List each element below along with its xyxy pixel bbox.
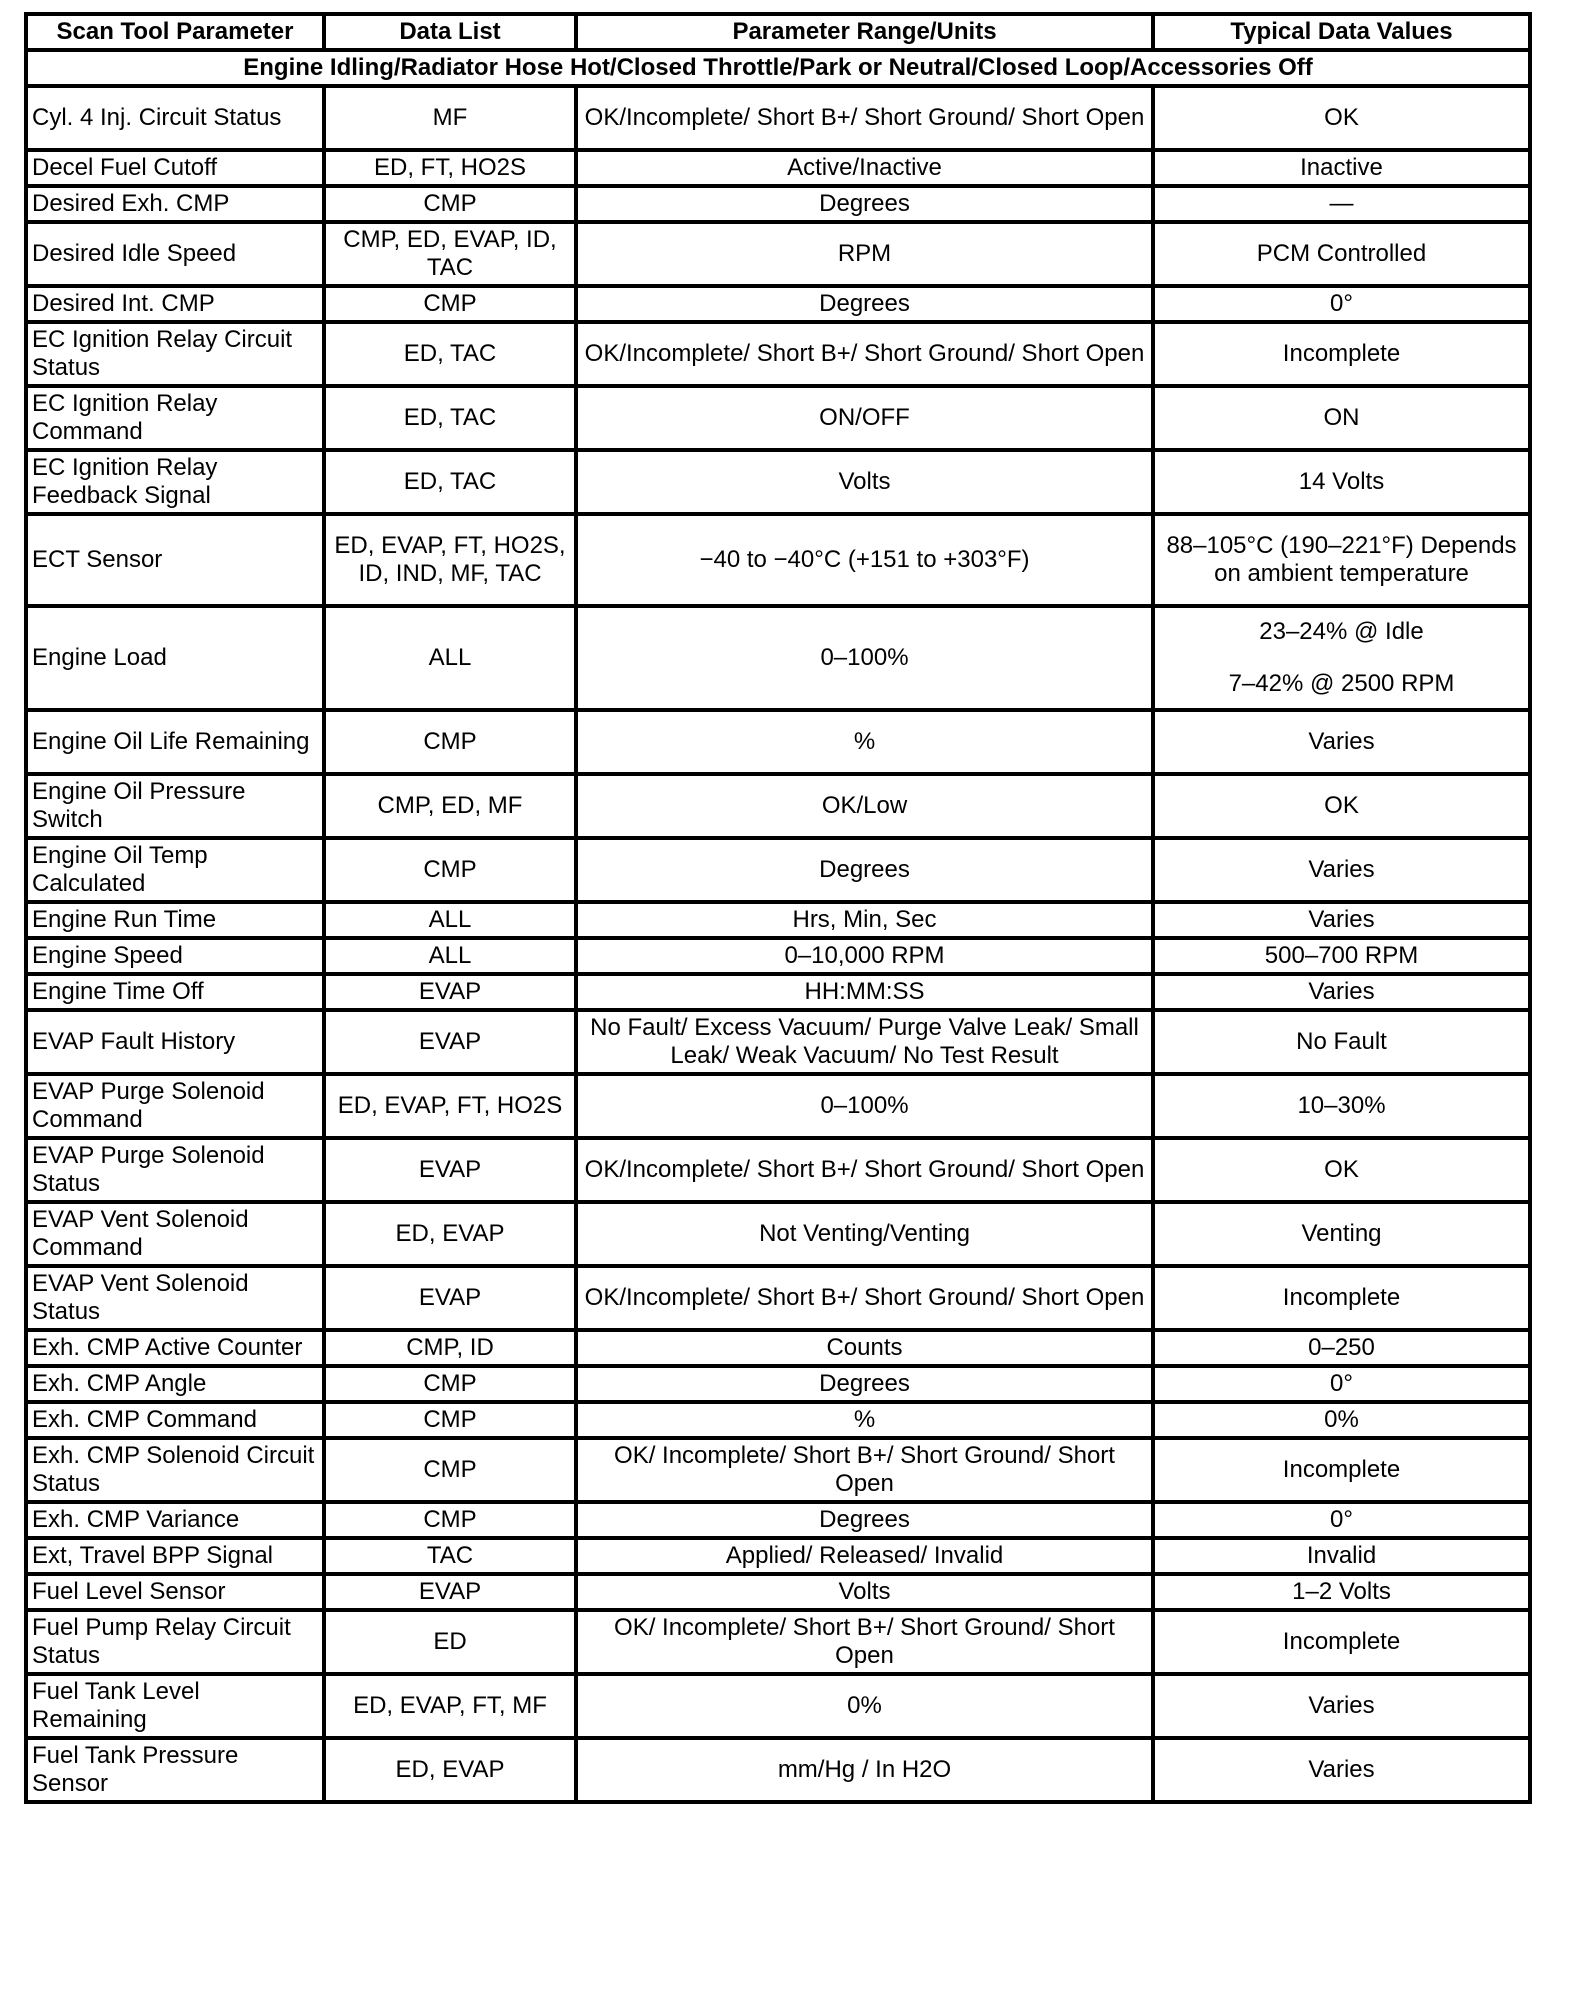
- data-list-cell: [324, 606, 576, 710]
- range-units-text: OK/ Incomplete/ Short B+/ Short Ground/ Short Open: [614, 1442, 1115, 1497]
- data-list-cell: [324, 1138, 576, 1202]
- parameter-text: EVAP Vent Solenoid Status: [32, 1270, 249, 1325]
- range-units-text: Degrees: [819, 1506, 910, 1533]
- table-row: [26, 1202, 1530, 1266]
- range-units-text: 0–10,000 RPM: [784, 942, 945, 969]
- range-units-text: OK/ Incomplete/ Short B+/ Short Ground/ Short Open: [614, 1614, 1115, 1669]
- parameter-text: EC Ignition Relay Circuit Status: [32, 326, 293, 381]
- typical-value-cell: [1153, 1366, 1530, 1402]
- data-list-text: CMP: [423, 1506, 477, 1533]
- table-row: [26, 1674, 1530, 1738]
- range-units-cell: [576, 286, 1153, 322]
- data-list-text: ED, EVAP: [395, 1220, 505, 1247]
- typical-value-cell: [1153, 1502, 1530, 1538]
- range-units-text: Hrs, Min, Sec: [792, 906, 937, 933]
- data-list-text: CMP: [423, 856, 477, 883]
- data-list-cell: [324, 710, 576, 774]
- typical-value-text: 10–30%: [1297, 1092, 1386, 1119]
- header-row: [26, 14, 1530, 50]
- typical-value-text: Invalid: [1306, 1542, 1377, 1569]
- parameter-cell: [26, 974, 324, 1010]
- parameter-cell: [26, 150, 324, 186]
- parameter-cell: [26, 222, 324, 286]
- typical-value-cell: [1153, 186, 1530, 222]
- data-list-cell: [324, 838, 576, 902]
- data-list-text: ED, TAC: [403, 468, 497, 495]
- range-units-text: Volts: [838, 1578, 891, 1605]
- table-row: [26, 1074, 1530, 1138]
- range-units-text: No Fault/ Excess Vacuum/ Purge Valve Leak/ Small Leak/ Weak Vacuum/ No Test Result: [590, 1014, 1139, 1069]
- typical-value-cell: [1153, 1010, 1530, 1074]
- typical-value-text: 23–24% @ Idle: [1259, 618, 1424, 645]
- range-units-cell: [576, 974, 1153, 1010]
- data-list-cell: [324, 86, 576, 150]
- typical-value-text: Incomplete: [1282, 1284, 1401, 1311]
- typical-value-cell: [1153, 86, 1530, 150]
- typical-value-text: Incomplete: [1282, 1628, 1401, 1655]
- parameter-cell: [26, 1574, 324, 1610]
- parameter-text: Desired Idle Speed: [32, 240, 237, 267]
- parameter-text: Fuel Tank Level Remaining: [32, 1678, 200, 1733]
- data-list-text: CMP: [423, 728, 477, 755]
- parameter-text: EC Ignition Relay Command: [32, 390, 218, 445]
- range-units-cell: [576, 1574, 1153, 1610]
- data-list-cell: [324, 186, 576, 222]
- data-list-cell: [324, 286, 576, 322]
- table-header: [26, 14, 1530, 50]
- table-row: [26, 86, 1530, 150]
- range-units-cell: [576, 186, 1153, 222]
- typical-value-cell: [1153, 1402, 1530, 1438]
- parameter-cell: [26, 86, 324, 150]
- typical-value-text: PCM Controlled: [1256, 240, 1427, 267]
- data-list-text: ALL: [428, 906, 472, 933]
- data-list-cell: [324, 1266, 576, 1330]
- data-list-cell: [324, 1438, 576, 1502]
- typical-value-text: 0°: [1330, 290, 1353, 317]
- table-row: [26, 1502, 1530, 1538]
- data-list-cell: [324, 450, 576, 514]
- parameter-cell: [26, 1330, 324, 1366]
- range-units-cell: [576, 222, 1153, 286]
- operating-condition-row: [26, 50, 1530, 86]
- parameter-text: Engine Time Off: [32, 978, 204, 1005]
- typical-value-cell: [1153, 902, 1530, 938]
- typical-value-text: 14 Volts: [1298, 468, 1385, 495]
- parameter-text: EVAP Vent Solenoid Command: [32, 1206, 249, 1261]
- data-list-text: EVAP: [418, 1156, 482, 1183]
- range-units-text: OK/Low: [821, 792, 908, 819]
- range-units-cell: [576, 1138, 1153, 1202]
- typical-value-cell: [1153, 1138, 1530, 1202]
- parameter-cell: [26, 186, 324, 222]
- typical-value-text: 1–2 Volts: [1292, 1578, 1391, 1605]
- range-units-text: Degrees: [819, 1370, 910, 1397]
- parameter-cell: [26, 1402, 324, 1438]
- parameter-cell: [26, 938, 324, 974]
- table-row: [26, 1538, 1530, 1574]
- parameter-cell: [26, 514, 324, 606]
- data-list-cell: [324, 1366, 576, 1402]
- data-list-cell: [324, 1402, 576, 1438]
- header-typical-data-values: Typical Data Values: [1153, 14, 1530, 50]
- table-row: [26, 1366, 1530, 1402]
- table-row: [26, 450, 1530, 514]
- typical-value-cell: [1153, 286, 1530, 322]
- table-row: [26, 902, 1530, 938]
- table-row: [26, 286, 1530, 322]
- range-units-cell: [576, 1502, 1153, 1538]
- typical-value-text: Incomplete: [1282, 340, 1401, 367]
- parameter-text: Exh. CMP Angle: [32, 1370, 207, 1397]
- table-row: [26, 386, 1530, 450]
- table-row: [26, 1574, 1530, 1610]
- table-row: [26, 222, 1530, 286]
- range-units-text: OK/Incomplete/ Short B+/ Short Ground/ Short Open: [584, 1284, 1145, 1311]
- table-row: [26, 322, 1530, 386]
- table-row: [26, 838, 1530, 902]
- range-units-text: 0–100%: [820, 644, 909, 671]
- parameter-text: Fuel Level Sensor: [32, 1578, 226, 1605]
- range-units-text: Volts: [838, 468, 891, 495]
- table-row: [26, 1138, 1530, 1202]
- range-units-text: mm/Hg / In H2O: [777, 1756, 952, 1783]
- header-data-list: Data List: [324, 14, 576, 50]
- range-units-cell: [576, 1266, 1153, 1330]
- typical-value-cell: [1153, 1202, 1530, 1266]
- typical-value-cell: [1153, 606, 1530, 710]
- range-units-cell: [576, 514, 1153, 606]
- parameter-text: Desired Exh. CMP: [32, 190, 230, 217]
- range-units-text: OK/Incomplete/ Short B+/ Short Ground/ Short Open: [584, 104, 1145, 131]
- typical-value-cell: [1153, 974, 1530, 1010]
- typical-value-text: 500–700 RPM: [1264, 942, 1419, 969]
- table-row: [26, 186, 1530, 222]
- data-list-text: EVAP: [418, 1284, 482, 1311]
- data-list-cell: [324, 938, 576, 974]
- typical-value-cell: [1153, 1738, 1530, 1802]
- parameter-text: Exh. CMP Active Counter: [32, 1334, 303, 1361]
- range-units-text: %: [853, 728, 876, 755]
- range-units-cell: [576, 1402, 1153, 1438]
- parameter-cell: [26, 386, 324, 450]
- table-row: [26, 514, 1530, 606]
- typical-value-text: Varies: [1308, 856, 1375, 883]
- data-list-text: ED, EVAP: [395, 1756, 505, 1783]
- data-list-text: CMP, ID: [406, 1334, 494, 1361]
- data-list-text: ED, TAC: [403, 404, 497, 431]
- range-units-text: 0%: [847, 1692, 882, 1719]
- range-units-cell: [576, 150, 1153, 186]
- range-units-text: Degrees: [819, 290, 910, 317]
- range-units-cell: [576, 1674, 1153, 1738]
- typical-value-text: —: [1329, 190, 1354, 217]
- typical-value-cell: [1153, 514, 1530, 606]
- parameter-cell: [26, 1610, 324, 1674]
- table-row: [26, 1738, 1530, 1802]
- parameter-text: EVAP Purge Solenoid Status: [32, 1142, 265, 1197]
- table-row: [26, 1330, 1530, 1366]
- parameter-cell: [26, 450, 324, 514]
- data-list-cell: [324, 1010, 576, 1074]
- data-list-cell: [324, 1074, 576, 1138]
- data-list-cell: [324, 1502, 576, 1538]
- data-list-cell: [324, 386, 576, 450]
- parameter-text: Fuel Pump Relay Circuit Status: [32, 1614, 291, 1669]
- table-row: [26, 710, 1530, 774]
- range-units-text: OK/Incomplete/ Short B+/ Short Ground/ Short Open: [584, 340, 1145, 367]
- typical-value-cell: [1153, 222, 1530, 286]
- range-units-cell: [576, 838, 1153, 902]
- data-list-cell: [324, 1202, 576, 1266]
- data-list-cell: [324, 222, 576, 286]
- parameter-text: ECT Sensor: [32, 546, 163, 573]
- data-list-text: ED, EVAP, FT, MF: [353, 1692, 547, 1719]
- range-units-text: −40 to −40°C (+151 to +303°F): [699, 546, 1030, 573]
- typical-value-cell: [1153, 838, 1530, 902]
- range-units-cell: [576, 774, 1153, 838]
- header-parameter-range-units: Parameter Range/Units: [576, 14, 1153, 50]
- data-list-text: ED, FT, HO2S: [373, 154, 527, 181]
- typical-value-cell: [1153, 322, 1530, 386]
- range-units-cell: [576, 1438, 1153, 1502]
- parameter-cell: [26, 774, 324, 838]
- range-units-text: OK/Incomplete/ Short B+/ Short Ground/ Short Open: [584, 1156, 1145, 1183]
- data-list-text: EVAP: [418, 1028, 482, 1055]
- parameter-cell: [26, 606, 324, 710]
- header-scan-tool-parameter: Scan Tool Parameter: [26, 14, 324, 50]
- range-units-cell: [576, 86, 1153, 150]
- parameter-cell: [26, 710, 324, 774]
- typical-value-text: OK: [1324, 792, 1359, 819]
- typical-value-text: Varies: [1308, 1692, 1375, 1719]
- range-units-text: Degrees: [819, 856, 910, 883]
- typical-value-cell: [1153, 1330, 1530, 1366]
- typical-value-text: 0–250: [1308, 1334, 1375, 1361]
- typical-value-cell: [1153, 1574, 1530, 1610]
- range-units-cell: [576, 1366, 1153, 1402]
- scan-tool-data-table: [24, 12, 1532, 1804]
- range-units-cell: [576, 938, 1153, 974]
- table-row: [26, 1402, 1530, 1438]
- typical-value-text-secondary: 7–42% @ 2500 RPM: [1228, 670, 1455, 697]
- parameter-text: Exh. CMP Variance: [32, 1506, 240, 1533]
- data-list-cell: [324, 1610, 576, 1674]
- parameter-text: Engine Speed: [32, 942, 183, 969]
- table-row: [26, 606, 1530, 710]
- table-row: [26, 1266, 1530, 1330]
- parameter-text: Fuel Tank Pressure Sensor: [32, 1742, 239, 1797]
- data-list-cell: [324, 150, 576, 186]
- data-list-text: ALL: [428, 644, 472, 671]
- data-list-cell: [324, 974, 576, 1010]
- parameter-cell: [26, 1138, 324, 1202]
- typical-value-cell: [1153, 774, 1530, 838]
- data-list-text: CMP: [423, 1370, 477, 1397]
- parameter-text: Desired Int. CMP: [32, 290, 215, 317]
- table-row: [26, 974, 1530, 1010]
- parameter-text: EC Ignition Relay Feedback Signal: [32, 454, 218, 509]
- parameter-cell: [26, 902, 324, 938]
- typical-value-cell: [1153, 1538, 1530, 1574]
- data-list-text: TAC: [426, 1542, 474, 1569]
- typical-value-text: Varies: [1308, 906, 1375, 933]
- typical-value-cell: [1153, 1610, 1530, 1674]
- range-units-text: RPM: [837, 240, 892, 267]
- range-units-cell: [576, 1738, 1153, 1802]
- typical-value-cell: [1153, 450, 1530, 514]
- parameter-cell: [26, 322, 324, 386]
- parameter-cell: [26, 1502, 324, 1538]
- parameter-cell: [26, 286, 324, 322]
- parameter-text: Engine Oil Life Remaining: [32, 728, 310, 755]
- range-units-text: Active/Inactive: [787, 154, 942, 181]
- parameter-cell: [26, 1074, 324, 1138]
- parameter-text: Decel Fuel Cutoff: [32, 154, 217, 181]
- parameter-cell: [26, 1010, 324, 1074]
- range-units-cell: [576, 902, 1153, 938]
- range-units-cell: [576, 450, 1153, 514]
- typical-value-cell: [1153, 938, 1530, 974]
- range-units-cell: [576, 1330, 1153, 1366]
- data-list-cell: [324, 322, 576, 386]
- data-list-cell: [324, 1330, 576, 1366]
- range-units-text: %: [853, 1406, 876, 1433]
- data-list-text: ALL: [428, 942, 472, 969]
- parameter-text: Engine Oil Pressure Switch: [32, 778, 246, 833]
- parameter-cell: [26, 1366, 324, 1402]
- data-list-cell: [324, 902, 576, 938]
- data-list-text: ED: [433, 1628, 467, 1655]
- table-row: [26, 1438, 1530, 1502]
- range-units-cell: [576, 1538, 1153, 1574]
- typical-value-text: OK: [1324, 1156, 1359, 1183]
- range-units-cell: [576, 1610, 1153, 1674]
- range-units-text: 0–100%: [820, 1092, 909, 1119]
- parameter-text: Exh. CMP Command: [32, 1406, 257, 1433]
- typical-value-text: OK: [1324, 104, 1359, 131]
- typical-value-cell: [1153, 1674, 1530, 1738]
- range-units-text: Not Venting/Venting: [759, 1220, 970, 1247]
- typical-value-text: No Fault: [1296, 1028, 1387, 1055]
- range-units-text: HH:MM:SS: [804, 978, 925, 1005]
- typical-value-cell: [1153, 150, 1530, 186]
- typical-value-text: 0°: [1330, 1506, 1353, 1533]
- parameter-cell: [26, 1438, 324, 1502]
- range-units-cell: [576, 322, 1153, 386]
- data-list-text: CMP: [423, 190, 477, 217]
- data-list-text: CMP: [423, 1456, 477, 1483]
- data-list-text: EVAP: [418, 1578, 482, 1605]
- data-list-text: CMP, ED, MF: [377, 792, 523, 819]
- data-list-text: ED, TAC: [403, 340, 497, 367]
- typical-value-cell: [1153, 1438, 1530, 1502]
- scan-tool-data-sheet: [24, 12, 1528, 1804]
- parameter-text: Engine Load: [32, 644, 167, 671]
- parameter-text: Engine Oil Temp Calculated: [32, 842, 208, 897]
- value-spacer: [1161, 646, 1522, 670]
- parameter-text: Ext, Travel BPP Signal: [32, 1542, 274, 1569]
- data-list-cell: [324, 1738, 576, 1802]
- range-units-cell: [576, 1202, 1153, 1266]
- parameter-text: Exh. CMP Solenoid Circuit Status: [32, 1442, 315, 1497]
- data-list-text: CMP, ED, EVAP, ID, TAC: [343, 226, 557, 281]
- table-row: [26, 1010, 1530, 1074]
- data-list-text: CMP: [423, 1406, 477, 1433]
- typical-value-text: 0°: [1330, 1370, 1353, 1397]
- table-row: [26, 150, 1530, 186]
- range-units-cell: [576, 1074, 1153, 1138]
- typical-value-text: Inactive: [1300, 154, 1383, 181]
- data-list-cell: [324, 1538, 576, 1574]
- data-list-cell: [324, 774, 576, 838]
- parameter-cell: [26, 1674, 324, 1738]
- range-units-cell: [576, 710, 1153, 774]
- range-units-cell: [576, 386, 1153, 450]
- parameter-cell: [26, 1538, 324, 1574]
- operating-condition: Engine Idling/Radiator Hose Hot/Closed Throttle/Park or Neutral/Closed Loop/Accessories Off: [26, 50, 1530, 86]
- typical-value-text: 88–105°C (190–221°F) Depends on ambient temperature: [1166, 532, 1517, 587]
- data-list-cell: [324, 1574, 576, 1610]
- range-units-text: Degrees: [819, 190, 910, 217]
- typical-value-text: Venting: [1301, 1220, 1382, 1247]
- table-row: [26, 938, 1530, 974]
- data-list-text: CMP: [423, 290, 477, 317]
- parameter-text: Engine Run Time: [32, 906, 217, 933]
- typical-value-cell: [1153, 1266, 1530, 1330]
- parameter-cell: [26, 1202, 324, 1266]
- parameter-cell: [26, 1738, 324, 1802]
- data-list-text: ED, EVAP, FT, HO2S, ID, IND, MF, TAC: [334, 532, 566, 587]
- table-row: [26, 774, 1530, 838]
- data-list-text: MF: [432, 104, 468, 131]
- range-units-text: Applied/ Released/ Invalid: [725, 1542, 1004, 1569]
- range-units-text: Counts: [826, 1334, 903, 1361]
- typical-value-text: Varies: [1308, 1756, 1375, 1783]
- typical-value-text: ON: [1323, 404, 1360, 431]
- parameter-text: EVAP Purge Solenoid Command: [32, 1078, 265, 1133]
- data-list-cell: [324, 514, 576, 606]
- typical-value-cell: [1153, 710, 1530, 774]
- typical-value-text: Incomplete: [1282, 1456, 1401, 1483]
- typical-value-text: Varies: [1308, 728, 1375, 755]
- typical-value-cell: [1153, 386, 1530, 450]
- typical-value-text: Varies: [1308, 978, 1375, 1005]
- data-list-text: ED, EVAP, FT, HO2S: [337, 1092, 563, 1119]
- data-list-cell: [324, 1674, 576, 1738]
- table-body: [26, 50, 1530, 1802]
- typical-value-text: 0%: [1324, 1406, 1359, 1433]
- parameter-cell: [26, 838, 324, 902]
- range-units-cell: [576, 606, 1153, 710]
- parameter-text: Cyl. 4 Inj. Circuit Status: [32, 104, 282, 131]
- typical-value-cell: [1153, 1074, 1530, 1138]
- parameter-cell: [26, 1266, 324, 1330]
- data-list-text: EVAP: [418, 978, 482, 1005]
- range-units-cell: [576, 1010, 1153, 1074]
- table-row: [26, 1610, 1530, 1674]
- range-units-text: ON/OFF: [819, 404, 910, 431]
- parameter-text: EVAP Fault History: [32, 1028, 236, 1055]
